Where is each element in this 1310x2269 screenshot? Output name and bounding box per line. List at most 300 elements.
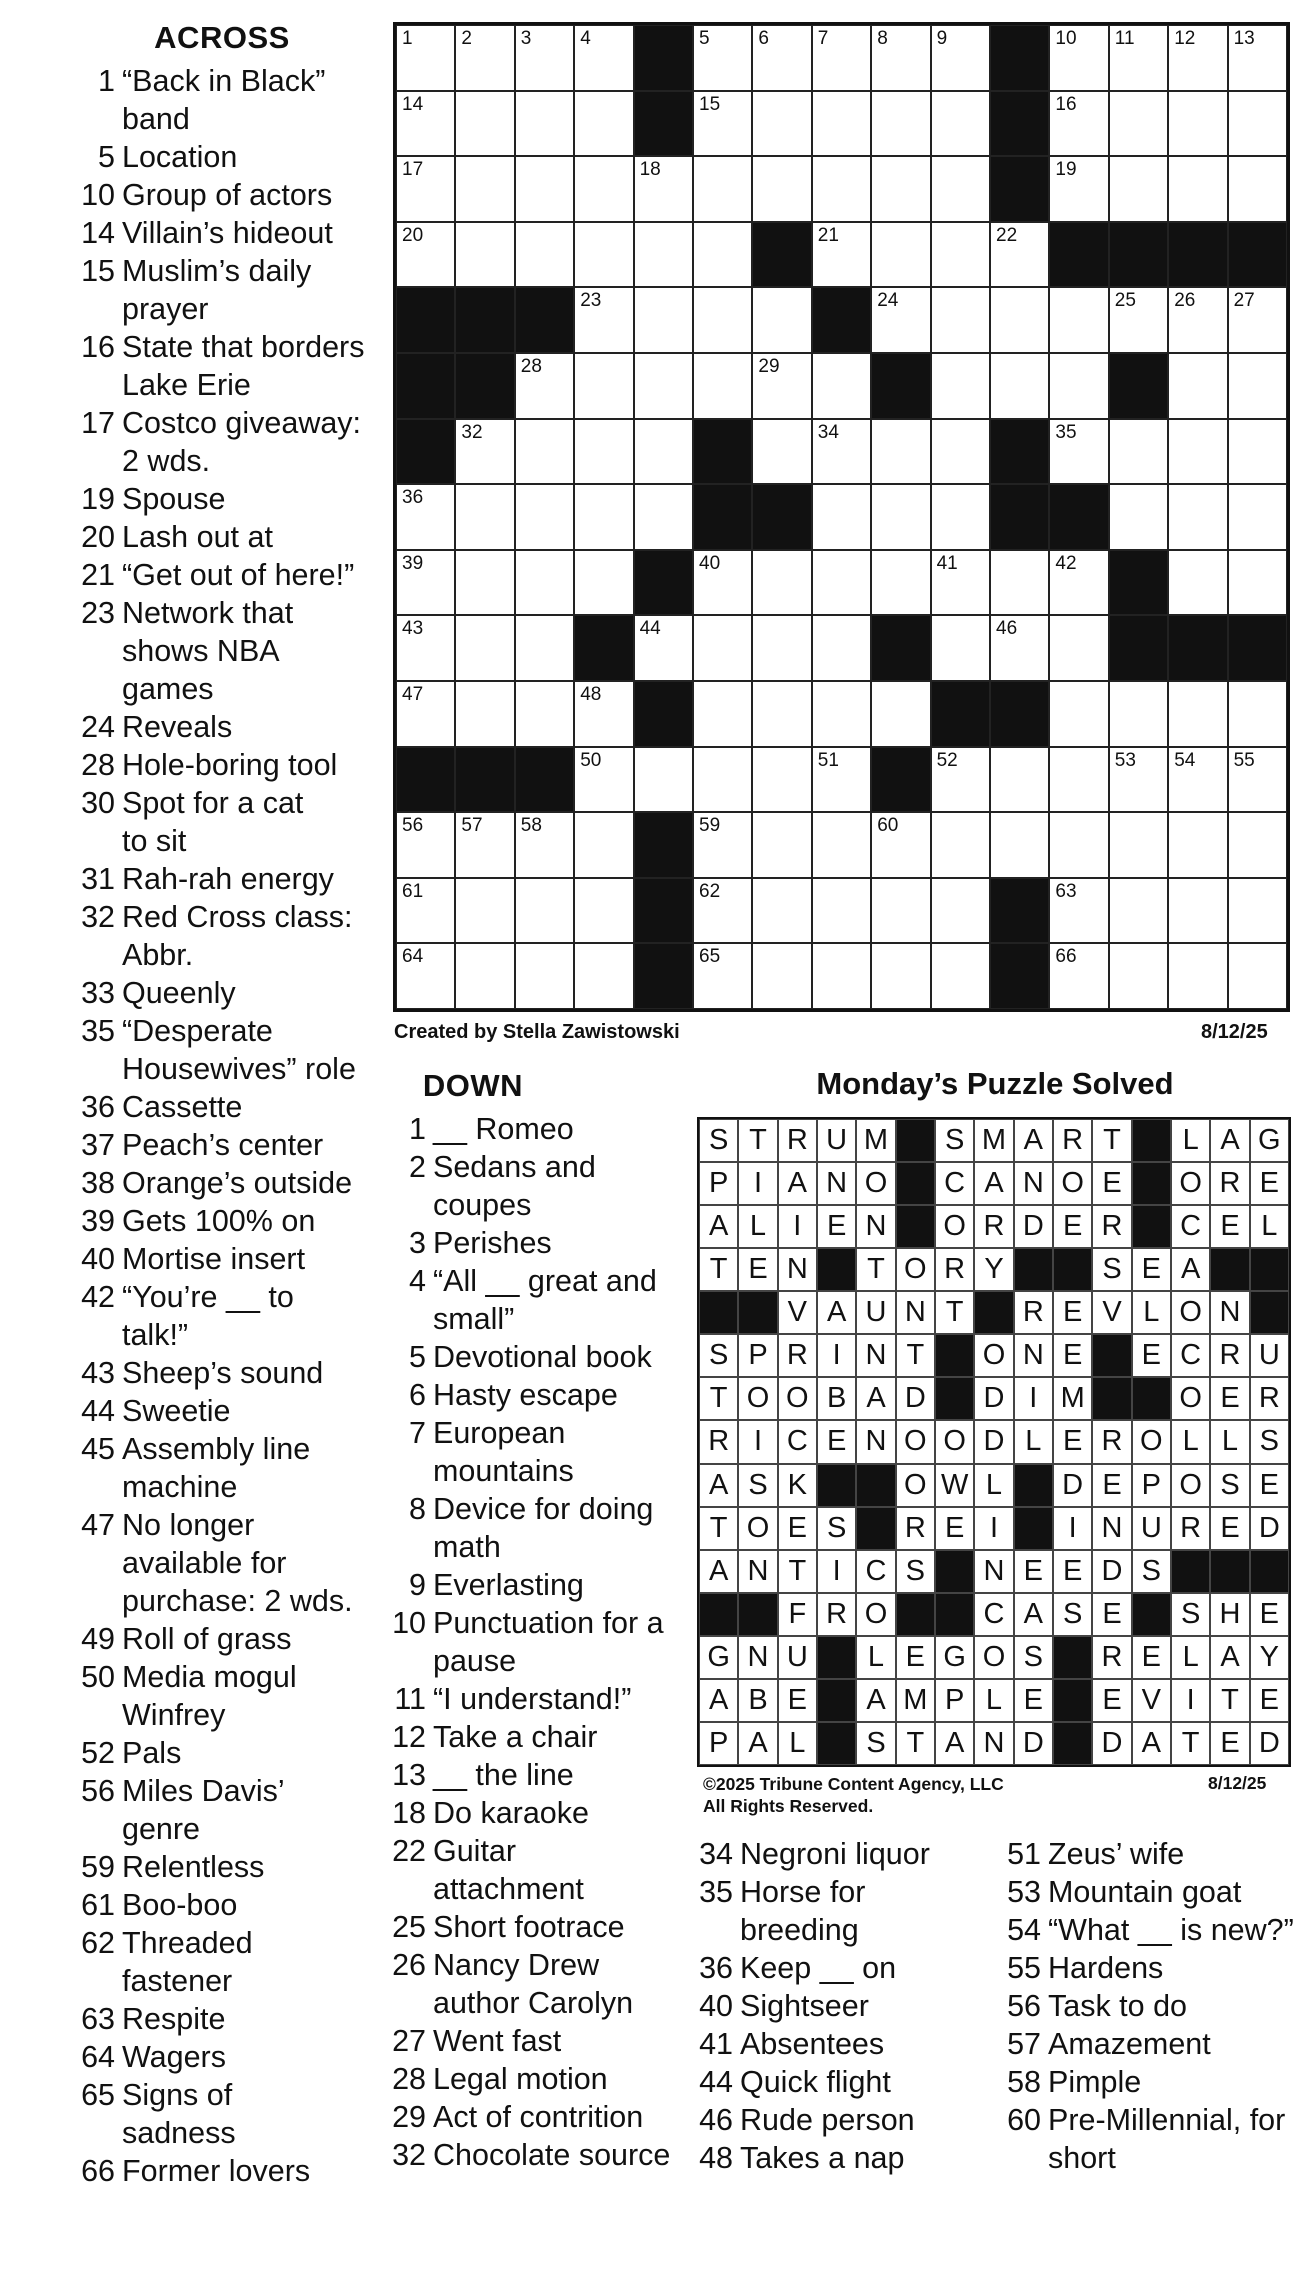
grid-cell[interactable] (1228, 550, 1287, 616)
grid-cell[interactable] (812, 550, 871, 616)
grid-cell[interactable] (574, 484, 633, 550)
solution-letter: O (738, 1507, 777, 1550)
clue-line: mountains (433, 1454, 574, 1488)
clue-number: 45 (81, 1432, 115, 1466)
grid-cell[interactable] (990, 812, 1049, 878)
grid-cell[interactable] (455, 419, 514, 485)
grid-cell[interactable] (396, 943, 455, 1009)
grid-cell[interactable] (1228, 353, 1287, 419)
clue-line: Signs of (122, 2078, 233, 2112)
solution-letter: F (778, 1593, 817, 1636)
clue-text (122, 138, 372, 176)
grid-cell[interactable] (455, 484, 514, 550)
clue-text (433, 1148, 683, 1224)
solution-letter: I (1053, 1507, 1092, 1550)
grid-cell[interactable] (990, 353, 1049, 419)
solution-black-square (935, 1377, 974, 1420)
grid-cell[interactable] (455, 681, 514, 747)
grid-cell[interactable] (752, 91, 811, 157)
grid-cell[interactable] (693, 681, 752, 747)
grid-cell[interactable] (693, 156, 752, 222)
grid-cell[interactable] (455, 222, 514, 288)
grid-cell[interactable] (515, 681, 574, 747)
grid-cell[interactable] (752, 550, 811, 616)
grid-cell[interactable] (931, 484, 990, 550)
grid-cell[interactable] (812, 747, 871, 813)
grid-cell[interactable] (396, 878, 455, 944)
down-clues-continued-1 (690, 1835, 990, 2177)
grid-cell[interactable] (574, 353, 633, 419)
grid-cell[interactable] (812, 484, 871, 550)
grid-cell[interactable] (871, 287, 930, 353)
grid-cell[interactable] (1168, 747, 1227, 813)
grid-cell[interactable] (1228, 747, 1287, 813)
clue-text (122, 974, 372, 1012)
grid-cell[interactable] (1049, 681, 1108, 747)
grid-cell[interactable] (931, 419, 990, 485)
clue-line: State that borders (122, 330, 365, 364)
grid-cell[interactable] (1049, 550, 1108, 616)
grid-cell[interactable] (1228, 287, 1287, 353)
cell-number: 32 (461, 421, 483, 443)
grid-cell[interactable] (931, 747, 990, 813)
grid-cell[interactable] (1109, 484, 1168, 550)
grid-cell[interactable] (931, 353, 990, 419)
grid-cell[interactable] (693, 943, 752, 1009)
grid-cell[interactable] (871, 484, 930, 550)
grid-cell[interactable] (871, 91, 930, 157)
solution-letter: P (699, 1162, 738, 1205)
grid-cell[interactable] (931, 943, 990, 1009)
solution-letter: E (1092, 1162, 1131, 1205)
grid-cell[interactable] (931, 222, 990, 288)
grid-cell[interactable] (455, 943, 514, 1009)
grid-cell[interactable] (515, 878, 574, 944)
grid-cell[interactable] (931, 615, 990, 681)
grid-cell[interactable] (515, 156, 574, 222)
grid-cell[interactable] (871, 812, 930, 878)
grid-cell[interactable] (1109, 681, 1168, 747)
grid-cell[interactable] (634, 156, 693, 222)
grid-cell[interactable] (634, 615, 693, 681)
solution-letter: E (1014, 1550, 1053, 1593)
clue-number: 28 (392, 2062, 426, 2096)
grid-cell[interactable] (515, 91, 574, 157)
clue-number: 32 (81, 900, 115, 934)
solution-letter: S (856, 1722, 895, 1765)
solution-letter: O (1171, 1291, 1210, 1334)
grid-cell[interactable] (396, 222, 455, 288)
grid-cell[interactable] (455, 91, 514, 157)
solution-black-square (1132, 1162, 1171, 1205)
clue-number: 24 (81, 710, 115, 744)
grid-cell[interactable] (693, 222, 752, 288)
solution-letter: T (1210, 1679, 1249, 1722)
down-list-2 (690, 1835, 990, 2177)
grid-cell[interactable] (396, 91, 455, 157)
grid-cell[interactable] (752, 156, 811, 222)
clue-text (1048, 1911, 1298, 1949)
grid-cell[interactable] (812, 812, 871, 878)
solution-letter: L (1171, 1420, 1210, 1463)
grid-cell[interactable] (396, 681, 455, 747)
clue-item (72, 1430, 372, 1506)
grid-cell[interactable] (871, 222, 930, 288)
solution-black-square (856, 1464, 895, 1507)
grid-cell[interactable] (1049, 747, 1108, 813)
solution-letter: L (1014, 1420, 1053, 1463)
clue-line: Location (122, 140, 238, 174)
grid-cell[interactable] (574, 25, 633, 91)
grid-cell[interactable] (931, 812, 990, 878)
solution-letter: E (1210, 1377, 1249, 1420)
clue-text (122, 594, 372, 708)
cell-number: 59 (699, 815, 721, 837)
grid-cell[interactable] (574, 91, 633, 157)
clue-line: Negroni liquor (740, 1837, 930, 1871)
clue-item (383, 1490, 683, 1566)
solution-letter: T (896, 1722, 935, 1765)
cell-number: 43 (402, 618, 424, 640)
grid-cell[interactable] (455, 878, 514, 944)
clue-text (122, 176, 372, 214)
grid-cell[interactable] (871, 943, 930, 1009)
solution-letter: N (856, 1334, 895, 1377)
clue-number: 35 (81, 1014, 115, 1048)
grid-cell[interactable] (1109, 419, 1168, 485)
grid-cell[interactable] (515, 484, 574, 550)
grid-cell[interactable] (396, 484, 455, 550)
grid-cell[interactable] (1228, 25, 1287, 91)
clue-number: 44 (81, 1394, 115, 1428)
grid-cell[interactable] (1168, 91, 1227, 157)
grid-cell[interactable] (752, 747, 811, 813)
grid-cell[interactable] (1109, 91, 1168, 157)
grid-cell[interactable] (515, 25, 574, 91)
black-square (1109, 615, 1168, 681)
cell-number: 61 (402, 880, 424, 902)
grid-cell[interactable] (1228, 878, 1287, 944)
grid-cell[interactable] (515, 615, 574, 681)
clue-number: 1 (409, 1112, 426, 1146)
clue-text (740, 1873, 990, 1949)
clue-line: purchase: 2 wds. (122, 1584, 353, 1618)
solution-black-square (1210, 1248, 1249, 1291)
grid-cell[interactable] (396, 550, 455, 616)
cell-number: 23 (580, 290, 602, 312)
solution-letter: E (1250, 1464, 1289, 1507)
clue-line: Task to do (1048, 1989, 1188, 2023)
grid-cell[interactable] (515, 419, 574, 485)
grid-cell[interactable] (574, 747, 633, 813)
grid-cell[interactable] (574, 156, 633, 222)
solution-letter: I (1014, 1377, 1053, 1420)
grid-cell[interactable] (812, 222, 871, 288)
grid-cell[interactable] (871, 156, 930, 222)
solution-letter: O (1053, 1162, 1092, 1205)
clue-line: prayer (122, 292, 209, 326)
grid-cell[interactable] (752, 878, 811, 944)
grid-cell[interactable] (1168, 25, 1227, 91)
grid-cell[interactable] (812, 156, 871, 222)
grid-cell[interactable] (1228, 943, 1287, 1009)
grid-cell[interactable] (812, 878, 871, 944)
grid-cell[interactable] (693, 747, 752, 813)
grid-cell[interactable] (871, 419, 930, 485)
grid-cell[interactable] (990, 615, 1049, 681)
solution-letter: M (856, 1119, 895, 1162)
clue-line: Relentless (122, 1850, 265, 1884)
grid-cell[interactable] (1049, 353, 1108, 419)
grid-cell[interactable] (574, 681, 633, 747)
clue-item (72, 2076, 372, 2152)
grid-cell[interactable] (455, 550, 514, 616)
clue-text (122, 1240, 372, 1278)
grid-cell[interactable] (1049, 812, 1108, 878)
grid-cell[interactable] (515, 222, 574, 288)
black-square (990, 419, 1049, 485)
grid-cell[interactable] (752, 943, 811, 1009)
grid-cell[interactable] (634, 287, 693, 353)
grid-cell[interactable] (455, 156, 514, 222)
solution-black-square (1250, 1291, 1289, 1334)
clue-text (122, 1392, 372, 1430)
crossword-grid (393, 22, 1290, 1012)
grid-cell[interactable] (1168, 681, 1227, 747)
clue-item (383, 1680, 683, 1718)
solution-letter: D (1014, 1205, 1053, 1248)
grid-cell[interactable] (990, 222, 1049, 288)
grid-cell[interactable] (1109, 812, 1168, 878)
grid-cell[interactable] (574, 287, 633, 353)
grid-cell[interactable] (515, 353, 574, 419)
solution-letter: R (1171, 1507, 1210, 1550)
grid-cell[interactable] (396, 615, 455, 681)
clue-line: __ Romeo (433, 1112, 574, 1146)
grid-cell[interactable] (693, 91, 752, 157)
grid-cell[interactable] (574, 943, 633, 1009)
solution-letter: N (1092, 1507, 1131, 1550)
grid-cell[interactable] (1228, 681, 1287, 747)
clue-number: 19 (81, 482, 115, 516)
solution-letter: M (1053, 1377, 1092, 1420)
black-square (1228, 615, 1287, 681)
clue-line: band (122, 102, 190, 136)
grid-cell[interactable] (1109, 287, 1168, 353)
grid-cell[interactable] (812, 25, 871, 91)
solution-letter: E (1250, 1593, 1289, 1636)
grid-cell[interactable] (1109, 943, 1168, 1009)
grid-cell[interactable] (752, 419, 811, 485)
grid-cell[interactable] (574, 550, 633, 616)
grid-cell[interactable] (1109, 25, 1168, 91)
solution-letter: N (738, 1550, 777, 1593)
clue-number: 25 (392, 1910, 426, 1944)
grid-cell[interactable] (693, 878, 752, 944)
grid-cell[interactable] (574, 878, 633, 944)
grid-cell[interactable] (752, 287, 811, 353)
clue-line: Miles Davis’ (122, 1774, 285, 1808)
solution-letter: I (974, 1507, 1013, 1550)
grid-cell[interactable] (752, 353, 811, 419)
grid-cell[interactable] (634, 419, 693, 485)
grid-cell[interactable] (574, 419, 633, 485)
clue-line: __ the line (433, 1758, 574, 1792)
grid-cell[interactable] (634, 484, 693, 550)
grid-cell[interactable] (396, 25, 455, 91)
grid-cell[interactable] (1049, 156, 1108, 222)
grid-cell[interactable] (931, 550, 990, 616)
solution-letter: E (1132, 1248, 1171, 1291)
clue-number: 51 (1007, 1837, 1041, 1871)
clue-text (433, 2022, 683, 2060)
clue-number: 47 (81, 1508, 115, 1542)
grid-cell[interactable] (752, 681, 811, 747)
grid-cell[interactable] (990, 550, 1049, 616)
solution-letter: R (1250, 1377, 1289, 1420)
solution-letter: S (1132, 1550, 1171, 1593)
grid-cell[interactable] (1168, 878, 1227, 944)
clue-number: 7 (409, 1416, 426, 1450)
grid-cell[interactable] (931, 287, 990, 353)
grid-cell[interactable] (693, 550, 752, 616)
cell-number: 10 (1055, 28, 1077, 49)
grid-cell[interactable] (1109, 156, 1168, 222)
grid-cell[interactable] (871, 25, 930, 91)
grid-cell[interactable] (812, 419, 871, 485)
grid-cell[interactable] (1109, 878, 1168, 944)
solution-letter: S (817, 1507, 856, 1550)
clue-text (433, 1110, 683, 1148)
grid-cell[interactable] (1049, 615, 1108, 681)
grid-cell[interactable] (1168, 484, 1227, 550)
grid-cell[interactable] (693, 25, 752, 91)
clue-number: 5 (98, 140, 115, 174)
grid-cell[interactable] (1168, 550, 1227, 616)
grid-cell[interactable] (931, 25, 990, 91)
grid-cell[interactable] (1168, 419, 1227, 485)
grid-cell[interactable] (396, 812, 455, 878)
clue-line: Sightseer (740, 1989, 869, 2023)
grid-cell[interactable] (515, 812, 574, 878)
solution-black-square (1132, 1205, 1171, 1248)
down-clues (383, 1068, 683, 2174)
grid-cell[interactable] (515, 943, 574, 1009)
solution-letter: T (778, 1550, 817, 1593)
clue-line: Muslim’s daily (122, 254, 312, 288)
grid-cell[interactable] (871, 550, 930, 616)
clue-number: 12 (392, 1720, 426, 1754)
grid-cell[interactable] (812, 353, 871, 419)
solution-letter: L (974, 1679, 1013, 1722)
grid-cell[interactable] (931, 878, 990, 944)
solution-letter: O (1171, 1377, 1210, 1420)
grid-cell[interactable] (990, 747, 1049, 813)
grid-cell[interactable] (1168, 353, 1227, 419)
grid-cell[interactable] (871, 878, 930, 944)
grid-cell[interactable] (752, 25, 811, 91)
grid-cell[interactable] (1049, 943, 1108, 1009)
grid-cell[interactable] (1049, 878, 1108, 944)
solution-black-square (1053, 1679, 1092, 1722)
cell-number: 40 (699, 552, 721, 574)
grid-cell[interactable] (1168, 287, 1227, 353)
grid-cell[interactable] (1228, 419, 1287, 485)
grid-cell[interactable] (1109, 747, 1168, 813)
cell-number: 58 (520, 815, 542, 837)
grid-cell[interactable] (515, 550, 574, 616)
grid-cell[interactable] (1049, 91, 1108, 157)
grid-cell[interactable] (812, 943, 871, 1009)
solution-letter: N (778, 1248, 817, 1291)
grid-cell[interactable] (931, 91, 990, 157)
grid-cell[interactable] (455, 812, 514, 878)
solution-black-square (1053, 1636, 1092, 1679)
clue-item (72, 1772, 372, 1848)
grid-cell[interactable] (574, 812, 633, 878)
solution-black-square (699, 1593, 738, 1636)
grid-cell[interactable] (693, 812, 752, 878)
grid-cell[interactable] (634, 747, 693, 813)
grid-cell[interactable] (990, 287, 1049, 353)
clue-text (433, 1794, 683, 1832)
clue-text (122, 1772, 372, 1848)
grid-cell[interactable] (931, 156, 990, 222)
clue-item (690, 1873, 990, 1949)
solution-letter: U (817, 1119, 856, 1162)
grid-cell[interactable] (812, 615, 871, 681)
grid-cell[interactable] (752, 615, 811, 681)
grid-cell[interactable] (812, 91, 871, 157)
grid-cell[interactable] (634, 353, 693, 419)
clue-item (383, 1756, 683, 1794)
clue-number: 9 (409, 1568, 426, 1602)
grid-cell[interactable] (574, 222, 633, 288)
grid-cell[interactable] (1049, 25, 1108, 91)
grid-cell[interactable] (693, 615, 752, 681)
grid-cell[interactable] (693, 353, 752, 419)
grid-cell[interactable] (1168, 943, 1227, 1009)
clue-item (383, 1604, 683, 1680)
grid-cell[interactable] (693, 287, 752, 353)
grid-cell[interactable] (1049, 419, 1108, 485)
grid-cell[interactable] (1228, 812, 1287, 878)
grid-cell[interactable] (1228, 156, 1287, 222)
clue-item (72, 746, 372, 784)
solution-letter: C (856, 1550, 895, 1593)
solution-letter: T (1092, 1119, 1131, 1162)
grid-cell[interactable] (812, 681, 871, 747)
grid-cell[interactable] (871, 681, 930, 747)
grid-cell[interactable] (1228, 91, 1287, 157)
solution-black-square (1250, 1550, 1289, 1593)
clue-item (998, 1911, 1298, 1949)
grid-cell[interactable] (1168, 812, 1227, 878)
grid-cell[interactable] (396, 156, 455, 222)
grid-cell[interactable] (634, 222, 693, 288)
grid-cell[interactable] (752, 812, 811, 878)
grid-cell[interactable] (1228, 484, 1287, 550)
grid-cell[interactable] (1049, 287, 1108, 353)
solution-letter: E (1053, 1205, 1092, 1248)
grid-cell[interactable] (455, 615, 514, 681)
grid-cell[interactable] (1168, 156, 1227, 222)
grid-cell[interactable] (455, 25, 514, 91)
clue-number: 15 (81, 254, 115, 288)
clue-number: 11 (394, 1682, 426, 1716)
clue-item (383, 1148, 683, 1224)
across-heading: ACROSS (154, 20, 290, 55)
